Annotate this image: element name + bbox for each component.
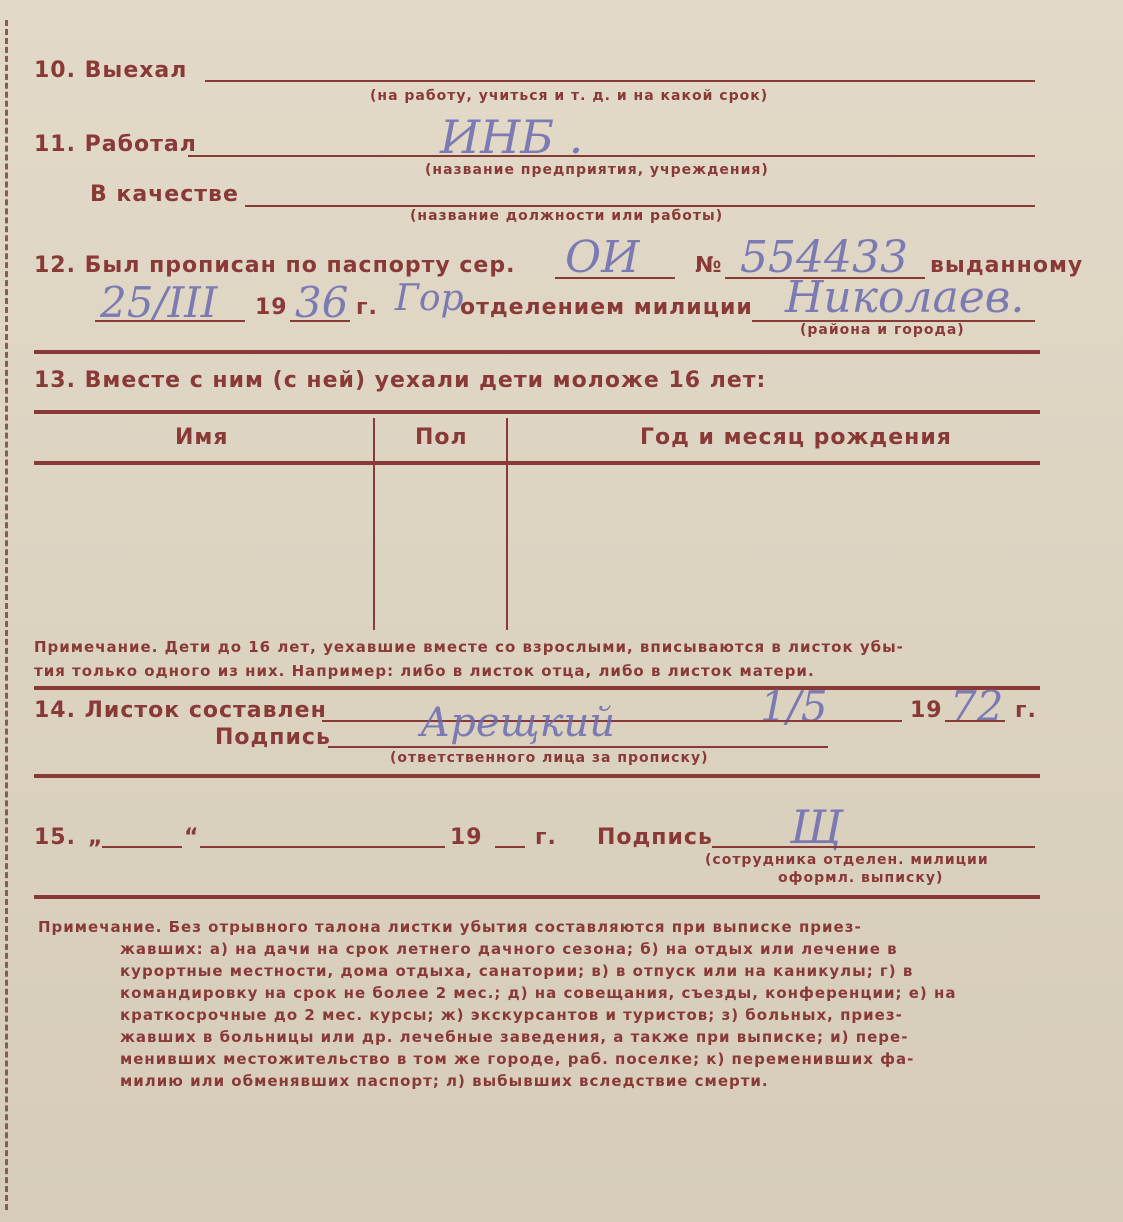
issue-year-handwriting: 36	[295, 278, 349, 327]
field-12-hint: (района и города)	[800, 322, 965, 338]
field-label: Вместе с ним (с ней) уехали дети моложе 16 лет:	[84, 368, 767, 393]
month-line	[200, 846, 445, 848]
field-10-hint: (на работу, учиться и т. д. и на какой срок)	[370, 88, 769, 104]
year-line	[495, 846, 525, 848]
footnote-line: краткосрочные до 2 мес. курсы; ж) экскурсантов и туристов; з) больных, приез-	[120, 1006, 903, 1024]
column-header-birth: Год и месяц рождения	[640, 425, 952, 450]
column-header-sex: Пол	[415, 425, 468, 450]
signature-line	[328, 746, 828, 748]
field-11-position-hint: (название должности или работы)	[410, 208, 724, 224]
year-prefix: 19	[910, 698, 943, 723]
responsible-signature: Арещкий	[420, 700, 616, 746]
field-13-note-line-2: тия только одного из них. Например: либо в листок отца, либо в листок матери.	[34, 662, 815, 680]
footnote-line: командировку на срок не более 2 мес.; д) на совещания, съезды, конференции; е) на	[120, 984, 957, 1002]
militia-label: отделением милиции	[460, 295, 753, 320]
field-label: Работал	[84, 132, 197, 157]
field-number: 14.	[34, 698, 76, 723]
field-number: 12.	[34, 253, 76, 278]
officer-signature: Щ	[790, 800, 843, 854]
column-header-name: Имя	[175, 425, 229, 450]
field-11-label	[34, 132, 197, 157]
year-suffix: г.	[535, 825, 557, 850]
close-quote: “	[184, 825, 200, 850]
field-12-label	[34, 253, 515, 278]
field-11-position-line	[245, 205, 1035, 207]
year-prefix: 19	[255, 295, 288, 320]
field-number: 11.	[34, 132, 76, 157]
table-column-divider	[506, 418, 508, 630]
footnote-line: жавших: а) на дачи на срок летнего дачного сезона; б) на отдых или лечение в	[120, 940, 898, 958]
passport-number-handwriting: 554433	[740, 232, 908, 283]
passport-series-handwriting: ОИ	[565, 232, 640, 283]
field-13-label	[34, 368, 766, 393]
section-divider	[34, 350, 1040, 354]
field-14-hint: (ответственного лица за прописку)	[390, 750, 709, 766]
field-label: Листок составлен	[84, 698, 327, 723]
field-11-hint: (название предприятия, учреждения)	[425, 162, 769, 178]
year-prefix: 19	[450, 825, 483, 850]
field-number: 13.	[34, 368, 76, 393]
field-11-handwriting: ИНБ .	[440, 110, 584, 164]
field-11-line	[188, 155, 1035, 157]
year-suffix: г.	[356, 295, 378, 320]
city-abbr-handwriting: Гор	[395, 278, 464, 319]
field-10-line	[205, 80, 1035, 82]
field-10-label	[34, 58, 187, 83]
signature-label: Подпись	[597, 825, 713, 850]
issue-date-handwriting: 25/III	[100, 278, 218, 327]
number-sign: №	[695, 253, 723, 278]
signature-label: Подпись	[215, 725, 331, 750]
officer-signature-line	[712, 846, 1035, 848]
day-line	[102, 846, 182, 848]
open-quote: „	[88, 825, 104, 850]
footnote-line: менивших местожительство в том же городе, раб. поселке; к) переменивших фа-	[120, 1050, 915, 1068]
compiled-year-handwriting: 72	[950, 682, 1004, 731]
field-15-hint-2: оформл. выписку)	[778, 870, 944, 886]
field-11-position-label: В качестве	[90, 182, 239, 207]
table-top-border	[34, 410, 1040, 414]
footnote-line: курортные местности, дома отдыха, санатории; в) в отпуск или на каникулы; г) в	[120, 962, 914, 980]
table-header-border	[34, 461, 1040, 465]
year-suffix: г.	[1015, 698, 1037, 723]
compiled-year-line	[945, 720, 1005, 722]
footnote-line: жавших в больницы или др. лечебные заведения, а также при выписке; и) пере-	[120, 1028, 909, 1046]
issued-label: выданному	[930, 253, 1084, 278]
field-15-label: 15.	[34, 825, 76, 850]
issue-year-line	[290, 320, 350, 322]
field-label: Был прописан по паспорту сер.	[84, 253, 516, 278]
field-14-label	[34, 698, 327, 723]
section-divider	[34, 774, 1040, 778]
section-divider	[34, 895, 1040, 899]
militia-place-handwriting: Николаев.	[785, 272, 1025, 323]
field-13-note-line-1: Примечание. Дети до 16 лет, уехавшие вместе со взрослыми, вписываются в листок убы-	[34, 638, 904, 656]
compiled-date-handwriting: 1/5	[760, 682, 828, 731]
section-divider	[34, 686, 1040, 690]
perforation-edge	[5, 20, 12, 1210]
field-15-hint-1: (сотрудника отделен. милиции	[705, 852, 989, 868]
field-number: 10.	[34, 58, 76, 83]
footnote-line: милию или обменявших паспорт; л) выбывших вследствие смерти.	[120, 1072, 769, 1090]
passport-series-line	[555, 277, 675, 279]
issue-date-line	[95, 320, 245, 322]
table-column-divider	[373, 418, 375, 630]
field-label: Выехал	[84, 58, 188, 83]
footnote-line: Примечание. Без отрывного талона листки убытия составляются при выписке приез-	[38, 918, 862, 936]
